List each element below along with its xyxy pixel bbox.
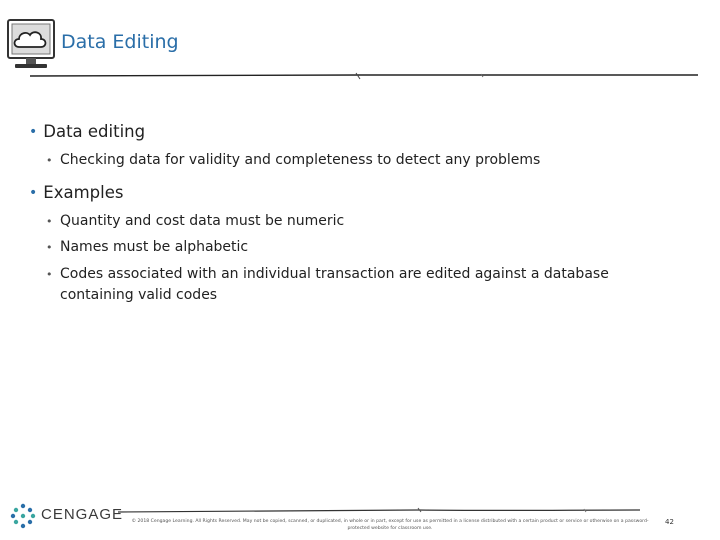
sub-bullet-text: Quantity and cost data must be numeric — [60, 213, 345, 229]
sub-bullet-dot-icon: • — [46, 215, 53, 228]
bullet-dot-icon: • — [29, 185, 38, 201]
title-divider — [30, 70, 698, 82]
sub-bullet — [46, 211, 666, 232]
sub-bullet-dot-icon: • — [46, 241, 53, 254]
sub-bullet — [46, 150, 666, 171]
sub-bullet — [46, 264, 631, 306]
sub-bullet — [46, 237, 666, 258]
cloud-monitor-icon — [5, 16, 57, 72]
bullet-label: Examples — [43, 183, 124, 202]
cengage-logo — [10, 500, 124, 530]
brand-name: CENGAGE — [41, 506, 124, 523]
bullet-label: Data editing — [43, 122, 146, 141]
bullet-examples — [29, 183, 123, 202]
sub-bullet-dot-icon: • — [46, 154, 53, 167]
copyright-notice: © 2018 Cengage Learning. All Rights Reserved. May not be copied, scanned, or duplicated, in whole or in part, except for use as permitted in a license distributed with a certain product or service or otherwise on a password-protected website for classroom use. — [131, 519, 649, 531]
cengage-logo-icon — [10, 503, 36, 529]
sub-bullet-dot-icon: • — [46, 268, 53, 281]
sub-bullet-text: Names must be alphabetic — [60, 239, 249, 255]
sub-bullet-text: Codes associated with an individual transaction are edited against a database containing valid codes — [60, 266, 609, 303]
bullet-data-editing — [29, 122, 145, 141]
page-number: 42 — [665, 518, 674, 526]
sub-bullet-text: Checking data for validity and completeness to detect any problems — [60, 152, 541, 168]
slide-title: Data Editing — [61, 31, 179, 53]
bullet-dot-icon: • — [29, 124, 38, 140]
footer-divider — [118, 506, 640, 516]
